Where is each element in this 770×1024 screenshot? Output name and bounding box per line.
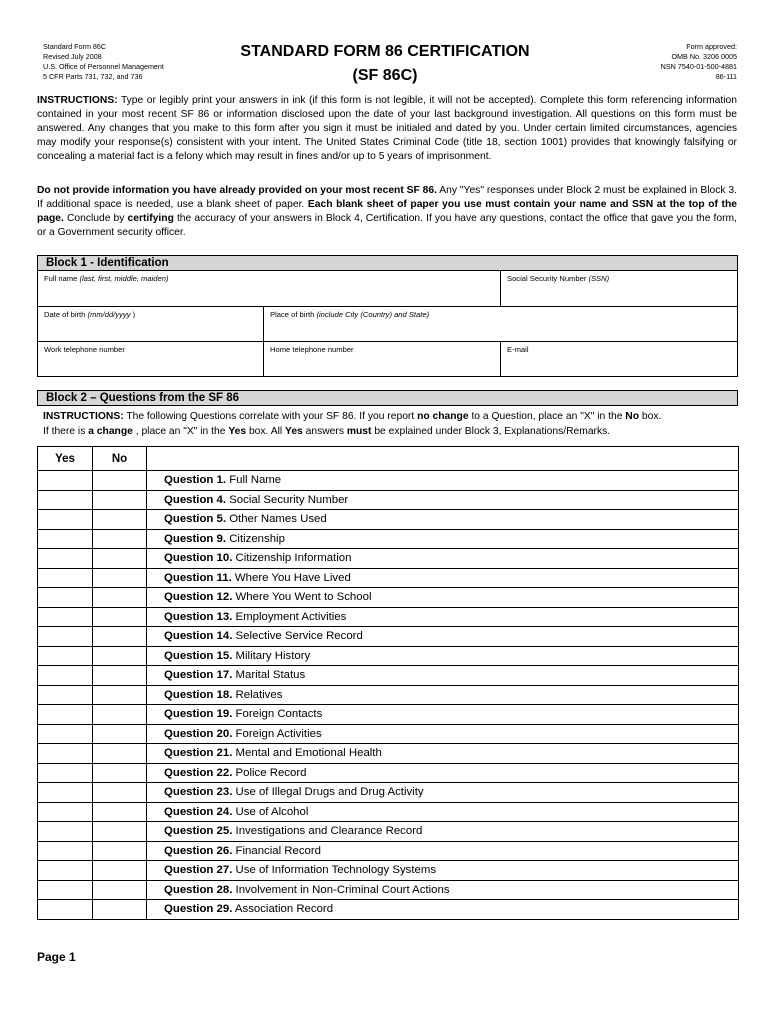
no-checkbox[interactable] [93, 471, 147, 491]
question-title: Other Names Used [226, 513, 327, 526]
question-row [38, 744, 739, 764]
no-checkbox[interactable] [93, 607, 147, 627]
no-checkbox[interactable] [93, 822, 147, 842]
question-text [147, 724, 739, 744]
question-text [147, 802, 739, 822]
email-field[interactable] [501, 342, 737, 376]
question-row [38, 822, 739, 842]
nsn-number: NSN 7540-01-500-4881 [660, 62, 737, 71]
question-number: Question 27. [164, 864, 233, 877]
no-checkbox[interactable] [93, 490, 147, 510]
yes-checkbox[interactable] [38, 490, 93, 510]
yes-checkbox[interactable] [38, 802, 93, 822]
question-title: Investigations and Clearance Record [232, 825, 423, 838]
no-checkbox[interactable] [93, 802, 147, 822]
question-text [147, 705, 739, 725]
yes-checkbox[interactable] [38, 880, 93, 900]
question-number: Question 29. [164, 903, 233, 916]
yes-checkbox[interactable] [38, 900, 93, 920]
questions-table [37, 446, 739, 920]
block1-header: Block 1 - Identification [37, 255, 738, 271]
approval-label: Form approved: [686, 42, 737, 51]
question-title: Where You Have Lived [231, 571, 351, 584]
question-text [147, 900, 739, 920]
question-number: Question 15. [164, 649, 233, 662]
question-title: Police Record [232, 766, 307, 779]
yes-checkbox[interactable] [38, 607, 93, 627]
question-column-header [147, 447, 739, 471]
block2-instr-text: to a Question, place an "X" in the [468, 411, 626, 422]
question-text [147, 549, 739, 569]
pob-hint: (include City (Country) and State) [316, 310, 430, 319]
block2-instr-bold: Yes [228, 426, 247, 437]
question-title: Use of Alcohol [232, 805, 309, 818]
question-title: Mental and Emotional Health [232, 747, 382, 760]
question-text [147, 627, 739, 647]
no-column-header: No [93, 447, 147, 471]
question-text [147, 822, 739, 842]
yes-checkbox[interactable] [38, 549, 93, 569]
form-title-line1: STANDARD FORM 86 CERTIFICATION [240, 43, 530, 60]
question-text [147, 607, 739, 627]
question-number: Question 22. [164, 766, 233, 779]
no-checkbox[interactable] [93, 744, 147, 764]
no-checkbox[interactable] [93, 685, 147, 705]
no-checkbox[interactable] [93, 588, 147, 608]
question-number: Question 12. [164, 591, 233, 604]
question-row [38, 685, 739, 705]
ssn-label: Social Security Number [507, 274, 589, 283]
dob-label: Date of birth [44, 310, 88, 319]
block2-header: Block 2 – Questions from the SF 86 [37, 390, 738, 406]
pob-field[interactable] [264, 307, 737, 342]
form-title [0, 40, 770, 88]
instructions-text-2b: Conclude by [63, 213, 128, 224]
no-checkbox[interactable] [93, 510, 147, 530]
question-text [147, 744, 739, 764]
yes-checkbox[interactable] [38, 685, 93, 705]
questions-body [38, 471, 739, 920]
question-number: Question 24. [164, 805, 233, 818]
yes-checkbox[interactable] [38, 861, 93, 881]
question-row [38, 627, 739, 647]
question-row [38, 490, 739, 510]
yes-checkbox[interactable] [38, 705, 93, 725]
block2-instr-text: The following Questions correlate with your SF 86. If you report [123, 411, 418, 422]
questions-header-row [38, 447, 739, 471]
email-label: E-mail [507, 345, 529, 354]
no-checkbox[interactable] [93, 568, 147, 588]
pob-label: Place of birth [270, 310, 317, 319]
question-row [38, 900, 739, 920]
question-text [147, 841, 739, 861]
no-checkbox[interactable] [93, 783, 147, 803]
question-title: Full Name [226, 474, 282, 487]
block2-instr-bold: No [625, 411, 640, 422]
question-title: Citizenship [226, 532, 285, 545]
question-number: Question 28. [164, 883, 233, 896]
question-row [38, 880, 739, 900]
block2-instr-text: box. All [246, 426, 286, 437]
question-text [147, 529, 739, 549]
no-checkbox[interactable] [93, 529, 147, 549]
yes-checkbox[interactable] [38, 568, 93, 588]
instructions-label: INSTRUCTIONS: [37, 95, 118, 106]
no-checkbox[interactable] [93, 861, 147, 881]
question-text [147, 685, 739, 705]
ssn-field[interactable] [501, 271, 737, 307]
form-title-line2: (SF 86C) [352, 67, 418, 84]
yes-checkbox[interactable] [38, 744, 93, 764]
question-title: Relatives [232, 688, 283, 701]
question-row [38, 471, 739, 491]
question-number: Question 18. [164, 688, 233, 701]
instructions-paragraph [37, 94, 737, 164]
yes-checkbox[interactable] [38, 763, 93, 783]
block2-instr-bold: no change [417, 411, 469, 422]
instructions-text-2a: Any "Yes" responses under Block 2 must be explained in Block 3. If additional space is needed, use a blank sheet of paper. [37, 185, 737, 210]
question-text [147, 568, 739, 588]
question-title: Use of Illegal Drugs and Drug Activity [232, 786, 424, 799]
question-row [38, 705, 739, 725]
question-number: Question 13. [164, 610, 233, 623]
yes-checkbox[interactable] [38, 471, 93, 491]
question-number: Question 17. [164, 669, 233, 682]
issuing-agency: U.S. Office of Personnel Management [43, 62, 164, 71]
no-checkbox[interactable] [93, 666, 147, 686]
question-row [38, 529, 739, 549]
question-title: Foreign Activities [232, 727, 322, 740]
question-text [147, 666, 739, 686]
no-checkbox[interactable] [93, 627, 147, 647]
yes-column-header: Yes [38, 447, 93, 471]
question-title: Selective Service Record [232, 630, 363, 643]
question-row [38, 861, 739, 881]
instructions-paragraph-2 [37, 184, 737, 240]
yes-checkbox[interactable] [38, 783, 93, 803]
no-checkbox[interactable] [93, 705, 147, 725]
question-number: Question 20. [164, 727, 233, 740]
question-number: Question 9. [164, 532, 227, 545]
block2-instr-text: box. [639, 411, 662, 422]
instructions-bold-1: Do not provide information you have already provided on your most recent SF 86. [37, 185, 437, 196]
question-title: Foreign Contacts [232, 708, 323, 721]
no-checkbox[interactable] [93, 841, 147, 861]
block2-instr-bold: Yes [285, 426, 303, 437]
yes-checkbox[interactable] [38, 627, 93, 647]
no-checkbox[interactable] [93, 763, 147, 783]
block2-instr-text: , place an "X" in the [132, 426, 229, 437]
question-row [38, 510, 739, 530]
question-number: Question 14. [164, 630, 233, 643]
block2-instr-label: INSTRUCTIONS: [43, 411, 124, 422]
form-approval [661, 42, 737, 82]
question-title: Employment Activities [232, 610, 347, 623]
yes-checkbox[interactable] [38, 666, 93, 686]
question-title: Military History [232, 649, 311, 662]
instructions-bold-3: certifying [127, 213, 174, 224]
question-row [38, 783, 739, 803]
home-phone-label: Home telephone number [270, 345, 354, 354]
yes-checkbox[interactable] [38, 646, 93, 666]
cfr-reference: 5 CFR Parts 731, 732, and 736 [43, 72, 143, 81]
question-number: Question 11. [164, 571, 232, 584]
question-row [38, 646, 739, 666]
dob-close: ) [130, 310, 136, 319]
dob-hint: (mm/dd/yyyy [87, 310, 131, 319]
no-checkbox[interactable] [93, 646, 147, 666]
form-number: Standard Form 86C [43, 42, 107, 51]
question-number: Question 5. [164, 513, 227, 526]
block2-instr-bold: must [346, 426, 372, 437]
question-row [38, 802, 739, 822]
question-row [38, 763, 739, 783]
question-number: Question 19. [164, 708, 233, 721]
question-title: Use of Information Technology Systems [232, 864, 437, 877]
ssn-hint: (SSN) [588, 274, 610, 283]
full-name-hint: (last, first, middle, maiden) [79, 274, 169, 283]
question-text [147, 471, 739, 491]
question-title: Financial Record [232, 844, 322, 857]
question-row [38, 607, 739, 627]
page-number: Page 1 [37, 950, 76, 964]
home-phone-field[interactable] [264, 342, 501, 376]
question-number: Question 1. [164, 474, 227, 487]
no-checkbox[interactable] [93, 549, 147, 569]
yes-checkbox[interactable] [38, 841, 93, 861]
form-code: 86-111 [715, 72, 737, 81]
question-number: Question 10. [164, 552, 233, 565]
no-checkbox[interactable] [93, 880, 147, 900]
question-number: Question 26. [164, 844, 233, 857]
block2-instr-text: be explained under Block 3, Explanations/Remarks. [371, 426, 611, 437]
question-title: Involvement in Non-Criminal Court Actions [232, 883, 450, 896]
question-number: Question 23. [164, 786, 233, 799]
question-title: Association Record [232, 903, 334, 916]
full-name-label: Full name [44, 274, 80, 283]
yes-checkbox[interactable] [38, 529, 93, 549]
dob-field[interactable] [38, 307, 264, 342]
question-text [147, 646, 739, 666]
question-title: Marital Status [232, 669, 306, 682]
question-title: Social Security Number [226, 493, 349, 506]
full-name-field[interactable] [38, 271, 501, 307]
block2-instructions-line2 [43, 424, 743, 439]
yes-checkbox[interactable] [38, 588, 93, 608]
question-row [38, 724, 739, 744]
instructions-text: Type or legibly print your answers in ink (if this form is not legible, it will not be accepted). Complete this form referencing information contained in your most recent SF 86 or information disclosed upon the date of your last background investigation. All questions on this form must be answered. Any changes that you make to this form after you sign it must be initialed and dated by you. Under certain limited circumstances, agencies may modify your response(s) consistent with your intent. The United States Criminal Code (title 18, section 1001) provides that knowingly falsifying or concealing a material fact is a felony which may result in fines and/or up to 5 years of imprisonment. [37, 95, 737, 162]
question-text [147, 861, 739, 881]
question-row [38, 841, 739, 861]
question-text [147, 588, 739, 608]
question-text [147, 763, 739, 783]
question-title: Citizenship Information [232, 552, 352, 565]
question-title: Where You Went to School [232, 591, 372, 604]
revision-date: Revised July 2008 [43, 52, 102, 61]
block1-identification-grid [37, 271, 738, 377]
work-phone-label: Work telephone number [44, 345, 125, 354]
yes-checkbox[interactable] [38, 822, 93, 842]
yes-checkbox[interactable] [38, 724, 93, 744]
question-text [147, 490, 739, 510]
block2-instructions [43, 409, 743, 439]
work-phone-field[interactable] [38, 342, 264, 376]
omb-number: OMB No. 3206 0005 [671, 52, 737, 61]
block2-instr-text: If there is [43, 426, 89, 437]
question-number: Question 21. [164, 747, 233, 760]
question-number: Question 25. [164, 825, 233, 838]
question-row [38, 549, 739, 569]
instructions-text-2c: the accuracy of your answers in Block 4, Certification. If you have any questions, contact the office that gave you the form, or a Government security officer. [37, 213, 737, 238]
block2-instr-text: answers [302, 426, 347, 437]
yes-checkbox[interactable] [38, 510, 93, 530]
question-row [38, 588, 739, 608]
block2-instructions-line1 [43, 409, 743, 424]
question-row [38, 568, 739, 588]
instructions-bold-2: Each blank sheet of paper you use must contain your name and SSN at the top of the page. [37, 199, 737, 224]
question-text [147, 880, 739, 900]
no-checkbox[interactable] [93, 900, 147, 920]
block2-instr-bold: a change [88, 426, 133, 437]
question-text [147, 510, 739, 530]
question-number: Question 4. [164, 493, 227, 506]
question-row [38, 666, 739, 686]
question-text [147, 783, 739, 803]
no-checkbox[interactable] [93, 724, 147, 744]
